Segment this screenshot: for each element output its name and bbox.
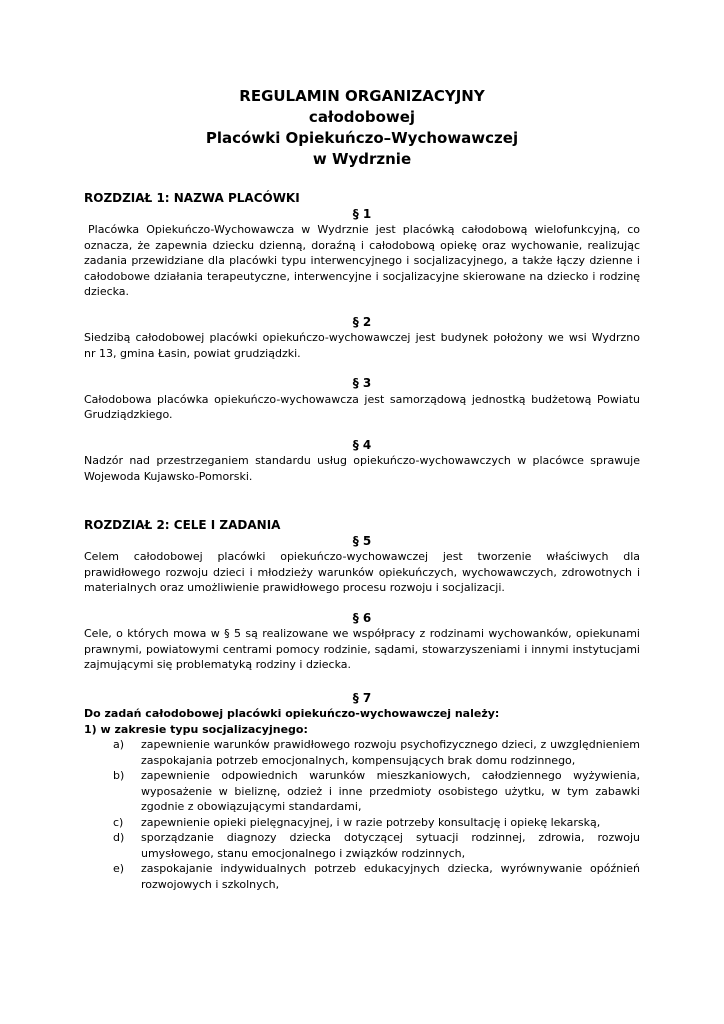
list-item-text: zapewnienie warunków prawidłowego rozwoju psychofizycznego dzieci, z uwzględnieniem zaspokajania potrzeb emocjonalnych, kompensujących brak domu rodzinnego, [141,738,640,767]
list-item-a [84,737,640,768]
list-item-e [84,861,640,892]
title-line-3: Placówki Opiekuńczo–Wychowawczej [205,129,519,147]
document-title [84,86,640,170]
section-4-marker: § 4 [352,437,372,452]
list-item-label: a) [113,738,125,751]
section-7-list [84,737,640,892]
section-4-text: Nadzór nad przestrzeganiem standardu usług opiekuńczo-wychowawczych w placówce sprawuje Wojewoda Kujawsko-Pomorski. [84,454,640,483]
section-2-marker: § 2 [352,314,372,329]
section-6-text: Cele, o których mowa w § 5 są realizowane we współpracy z rodzinami wychowanków, opiekunami prawnymi, powiatowymi centrami pomocy rodzinie, sądami, stowarzyszeniami i innymi instytucjami zajmującymi się problematyką rodziny i dziecka. [84,627,640,671]
section-3-marker: § 3 [352,376,372,390]
list-item-d [84,830,640,861]
chapter-2-heading: ROZDZIAŁ 2: CELE I ZADANIA [84,518,281,532]
section-5-text: Celem całodobowej placówki opiekuńczo-wychowawczej jest tworzenie właściwych dla prawidłowego rozwoju dzieci i młodzieży warunków opiekuńczych, wychowawczych, zdrowotnych i materialnych oraz umożliwienie prawidłowego procesu rozwoju i socjalizacji. [84,550,640,594]
section-7-point-1: 1) w zakresie typu socjalizacyjnego: [84,722,308,736]
list-item-text: zapewnienie odpowiednich warunków mieszkaniowych, całodziennego wyżywienia, wyposażenie w bieliznę, odzież i inne przedmioty osobistego użytku, w tym zabawki zgodnie z obowiązującymi standardami, [141,769,640,813]
section-3-text: Całodobowa placówka opiekuńczo-wychowawcza jest samorządową jednostką budżetową Powiatu Grudziądzkiego. [84,392,640,421]
section-7-marker: § 7 [352,690,372,705]
list-item-b [84,768,640,815]
title-line-2: całodobowej [308,108,416,126]
list-item-text: sporządzanie diagnozy dziecka dotyczącej sytuacji rodzinnej, zdrowia, rozwoju umysłowego, stanu emocjonalnego i związków rodzinnych, [141,831,640,860]
list-item-label: e) [113,862,125,875]
list-item-label: d) [113,831,125,844]
section-1-text: Placówka Opiekuńczo-Wychowawcza w Wydrznie jest placówką całodobową wielofunkcyjną, co oznacza, że zapewnia dziecku dzienną, doraźną i całodobową opiekę oraz wychowanie, realizując zadania przewidziane dla placówki typu interwencyjnego i socjalizacyjnego, a także łączy dzienne i całodobowe działania terapeutyczne, interwencyjne i socjalizacyjne skierowane na dziecko i rodzinę dziecka. [84,223,640,298]
chapter-1-heading: ROZDZIAŁ 1: NAZWA PLACÓWKI [84,191,300,205]
section-6-marker: § 6 [352,610,372,625]
section-1-marker: § 1 [352,206,372,221]
section-7-intro: Do zadań całodobowej placówki opiekuńczo-wychowawczej należy: [84,707,500,720]
list-item-text: zaspokajanie indywidualnych potrzeb edukacyjnych dziecka, wyrównywanie opóźnień rozwojowych i szkolnych, [141,862,640,891]
section-2-text: Siedzibą całodobowej placówki opiekuńczo-wychowawczej jest budynek położony we wsi Wydrzno nr 13, gmina Łasin, powiat grudziądzki. [84,331,640,360]
section-5-marker: § 5 [352,533,372,548]
list-item-text: zapewnienie opieki pielęgnacyjnej, i w razie potrzeby konsultację i opiekę lekarską, [141,815,601,829]
title-line-1: REGULAMIN ORGANIZACYJNY [239,87,485,105]
list-item-label: b) [113,769,125,782]
list-item-c [84,815,640,831]
title-line-4: w Wydrznie [312,150,412,168]
list-item-label: c) [113,815,124,829]
